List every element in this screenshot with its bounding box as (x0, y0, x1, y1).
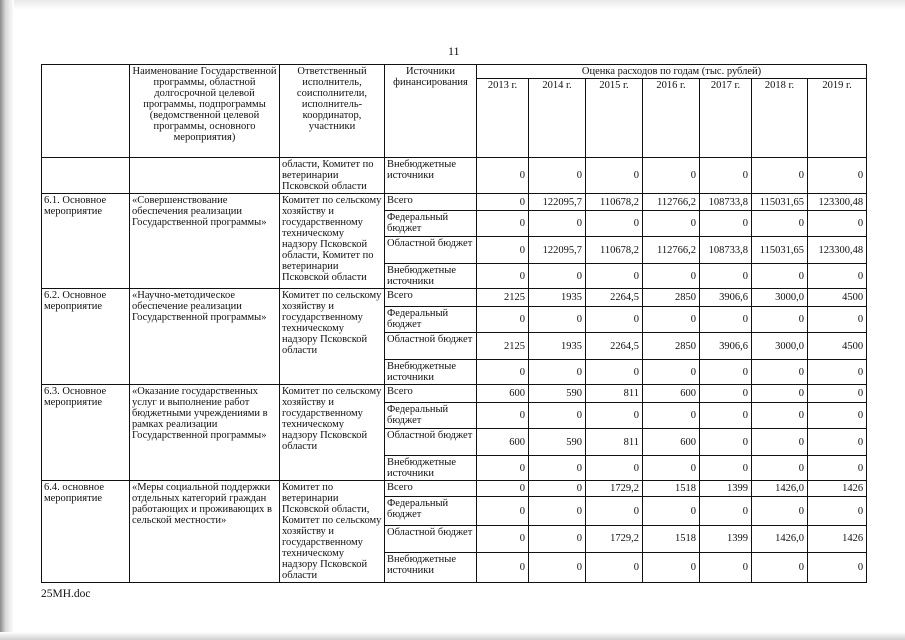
value-cell: 0 (700, 385, 752, 403)
value-cell: 0 (586, 158, 643, 194)
header-year: 2018 г. (752, 79, 808, 158)
value-cell: 1518 (643, 481, 700, 497)
value-cell: 0 (477, 403, 529, 429)
value-cell: 2125 (477, 289, 529, 307)
value-cell: 0 (529, 403, 586, 429)
scan-top-edge (0, 0, 905, 10)
value-cell: 0 (752, 264, 808, 289)
value-cell: 0 (477, 525, 529, 552)
value-cell: 2264,5 (586, 289, 643, 307)
value-cell: 110678,2 (586, 237, 643, 264)
source-cell: Всего (385, 289, 477, 307)
table-row (42, 385, 867, 403)
value-cell: 0 (529, 456, 586, 481)
table-row (42, 289, 867, 307)
value-cell: 0 (808, 360, 867, 385)
value-cell: 0 (529, 481, 586, 497)
table-row (42, 158, 867, 194)
value-cell: 0 (808, 211, 867, 237)
value-cell: 0 (808, 307, 867, 333)
source-cell: Федеральный бюджет (385, 211, 477, 237)
value-cell: 1426,0 (752, 525, 808, 552)
value-cell: 4500 (808, 289, 867, 307)
budget-table (41, 64, 867, 583)
value-cell: 0 (586, 264, 643, 289)
value-cell: 600 (477, 429, 529, 456)
value-cell: 108733,8 (700, 237, 752, 264)
source-cell: Внебюджетные источники (385, 264, 477, 289)
value-cell: 811 (586, 429, 643, 456)
value-cell: 0 (586, 360, 643, 385)
value-cell: 0 (808, 552, 867, 582)
value-cell: 0 (700, 158, 752, 194)
value-cell: 1426,0 (752, 481, 808, 497)
value-cell: 0 (808, 264, 867, 289)
value-cell: 0 (700, 211, 752, 237)
value-cell: 0 (477, 497, 529, 525)
value-cell: 0 (752, 552, 808, 582)
value-cell: 0 (808, 456, 867, 481)
value-cell: 2125 (477, 333, 529, 360)
value-cell: 0 (586, 307, 643, 333)
source-cell: Внебюджетные источники (385, 360, 477, 385)
value-cell: 2850 (643, 333, 700, 360)
source-cell: Всего (385, 385, 477, 403)
value-cell: 1399 (700, 481, 752, 497)
source-cell: Федеральный бюджет (385, 497, 477, 525)
value-cell: 3000,0 (752, 289, 808, 307)
name-cell: «Меры социальной поддержки отдельных категорий граждан работающих и проживающих в сельской местности» (130, 481, 280, 583)
value-cell: 0 (477, 158, 529, 194)
header-program-name: Наименование Государственной программы, областной долгосрочной целевой программы, подпрограммы (ведомственной целевой программы, основного мероприятия) (130, 65, 280, 158)
table-header (42, 65, 867, 158)
value-cell: 811 (586, 385, 643, 403)
code-cell (42, 158, 130, 194)
value-cell: 0 (477, 552, 529, 582)
code-cell: 6.1. Основное мероприятие (42, 194, 130, 289)
value-cell: 0 (477, 211, 529, 237)
value-cell: 1729,2 (586, 525, 643, 552)
source-cell: Всего (385, 481, 477, 497)
value-cell: 0 (529, 552, 586, 582)
value-cell: 112766,2 (643, 237, 700, 264)
header-year: 2019 г. (808, 79, 867, 158)
value-cell: 1518 (643, 525, 700, 552)
code-cell: 6.2. Основное мероприятие (42, 289, 130, 385)
responsible-cell: области, Комитет по ветеринарии Псковской области (280, 158, 385, 194)
value-cell: 0 (529, 264, 586, 289)
source-cell: Областной бюджет (385, 429, 477, 456)
scan-left-edge (0, 0, 14, 640)
source-cell: Областной бюджет (385, 237, 477, 264)
value-cell: 1935 (529, 333, 586, 360)
header-responsible: Ответственный исполнитель, соисполнители, исполнитель-координатор, участники (280, 65, 385, 158)
value-cell: 0 (808, 385, 867, 403)
value-cell: 0 (477, 481, 529, 497)
header-year: 2014 г. (529, 79, 586, 158)
value-cell: 0 (643, 552, 700, 582)
value-cell: 0 (808, 403, 867, 429)
value-cell: 0 (529, 360, 586, 385)
scan-bottom-edge (0, 632, 905, 640)
footer-filename: 25MH.doc (41, 588, 91, 600)
value-cell: 0 (700, 307, 752, 333)
source-cell: Областной бюджет (385, 525, 477, 552)
value-cell: 0 (586, 403, 643, 429)
value-cell: 108733,8 (700, 194, 752, 211)
header-sources: Источники финансирования (385, 65, 477, 158)
value-cell: 112766,2 (643, 194, 700, 211)
value-cell: 0 (477, 360, 529, 385)
source-cell: Внебюджетные источники (385, 456, 477, 481)
value-cell: 2850 (643, 289, 700, 307)
value-cell: 0 (529, 307, 586, 333)
responsible-cell: Комитет по сельскому хозяйству и государственному техническому надзору Псковской области (280, 289, 385, 385)
table-row (42, 194, 867, 211)
value-cell: 0 (477, 264, 529, 289)
value-cell: 0 (700, 264, 752, 289)
value-cell: 0 (752, 429, 808, 456)
value-cell: 1426 (808, 481, 867, 497)
responsible-cell: Комитет по ветеринарии Псковской области, Комитет по сельскому хозяйству и государственному техническому надзору Псковской области (280, 481, 385, 583)
value-cell: 0 (477, 307, 529, 333)
value-cell: 1729,2 (586, 481, 643, 497)
value-cell: 0 (529, 497, 586, 525)
header-year: 2016 г. (643, 79, 700, 158)
header-estimate: Оценка расходов по годам (тыс. рублей) (477, 65, 867, 79)
value-cell: 0 (529, 158, 586, 194)
source-cell: Федеральный бюджет (385, 403, 477, 429)
value-cell: 115031,65 (752, 237, 808, 264)
header-name (42, 65, 130, 158)
value-cell: 115031,65 (752, 194, 808, 211)
name-cell: «Оказание государственных услуг и выполнение работ бюджетными учреждениями в рамках реализации Государственной программы» (130, 385, 280, 481)
value-cell: 3906,6 (700, 333, 752, 360)
page-number: 11 (448, 44, 460, 58)
value-cell: 0 (752, 456, 808, 481)
value-cell: 0 (643, 456, 700, 481)
value-cell: 0 (752, 211, 808, 237)
value-cell: 0 (643, 497, 700, 525)
value-cell: 1399 (700, 525, 752, 552)
value-cell: 0 (643, 211, 700, 237)
value-cell: 0 (700, 456, 752, 481)
source-cell: Областной бюджет (385, 333, 477, 360)
code-cell: 6.3. Основное мероприятие (42, 385, 130, 481)
source-cell: Внебюджетные источники (385, 158, 477, 194)
value-cell: 590 (529, 385, 586, 403)
value-cell: 0 (752, 497, 808, 525)
value-cell: 0 (700, 403, 752, 429)
value-cell: 0 (643, 307, 700, 333)
value-cell: 600 (477, 385, 529, 403)
value-cell: 0 (586, 497, 643, 525)
name-cell (130, 158, 280, 194)
value-cell: 0 (643, 403, 700, 429)
value-cell: 0 (808, 158, 867, 194)
value-cell: 0 (752, 307, 808, 333)
responsible-cell: Комитет по сельскому хозяйству и государственному техническому надзору Псковской области, Комитет по ветеринарии Псковской области (280, 194, 385, 289)
value-cell: 1935 (529, 289, 586, 307)
responsible-cell: Комитет по сельскому хозяйству и государственному техническому надзору Псковской области (280, 385, 385, 481)
value-cell: 0 (477, 194, 529, 211)
value-cell: 122095,7 (529, 194, 586, 211)
table-body (42, 158, 867, 583)
header-year: 2013 г. (477, 79, 529, 158)
value-cell: 0 (700, 429, 752, 456)
value-cell: 2264,5 (586, 333, 643, 360)
name-cell: «Совершенствование обеспечения реализации Государственной программы» (130, 194, 280, 289)
value-cell: 0 (752, 385, 808, 403)
value-cell: 123300,48 (808, 194, 867, 211)
value-cell: 4500 (808, 333, 867, 360)
code-cell: 6.4. основное мероприятие (42, 481, 130, 583)
value-cell: 0 (586, 211, 643, 237)
value-cell: 1426 (808, 525, 867, 552)
value-cell: 0 (808, 497, 867, 525)
value-cell: 0 (586, 552, 643, 582)
value-cell: 0 (700, 552, 752, 582)
header-year: 2015 г. (586, 79, 643, 158)
value-cell: 0 (643, 360, 700, 385)
value-cell: 600 (643, 429, 700, 456)
value-cell: 0 (643, 158, 700, 194)
value-cell: 0 (477, 456, 529, 481)
source-cell: Федеральный бюджет (385, 307, 477, 333)
value-cell: 0 (752, 403, 808, 429)
value-cell: 123300,48 (808, 237, 867, 264)
value-cell: 0 (752, 360, 808, 385)
source-cell: Всего (385, 194, 477, 211)
value-cell: 3000,0 (752, 333, 808, 360)
value-cell: 3906,6 (700, 289, 752, 307)
value-cell: 600 (643, 385, 700, 403)
value-cell: 0 (700, 497, 752, 525)
name-cell: «Научно-методическое обеспечение реализации Государственной программы» (130, 289, 280, 385)
value-cell: 122095,7 (529, 237, 586, 264)
source-cell: Внебюджетные источники (385, 552, 477, 582)
value-cell: 0 (700, 360, 752, 385)
header-year: 2017 г. (700, 79, 752, 158)
value-cell: 590 (529, 429, 586, 456)
value-cell: 110678,2 (586, 194, 643, 211)
value-cell: 0 (643, 264, 700, 289)
value-cell: 0 (586, 456, 643, 481)
value-cell: 0 (477, 237, 529, 264)
value-cell: 0 (752, 158, 808, 194)
table-row (42, 481, 867, 497)
value-cell: 0 (808, 429, 867, 456)
value-cell: 0 (529, 525, 586, 552)
value-cell: 0 (529, 211, 586, 237)
